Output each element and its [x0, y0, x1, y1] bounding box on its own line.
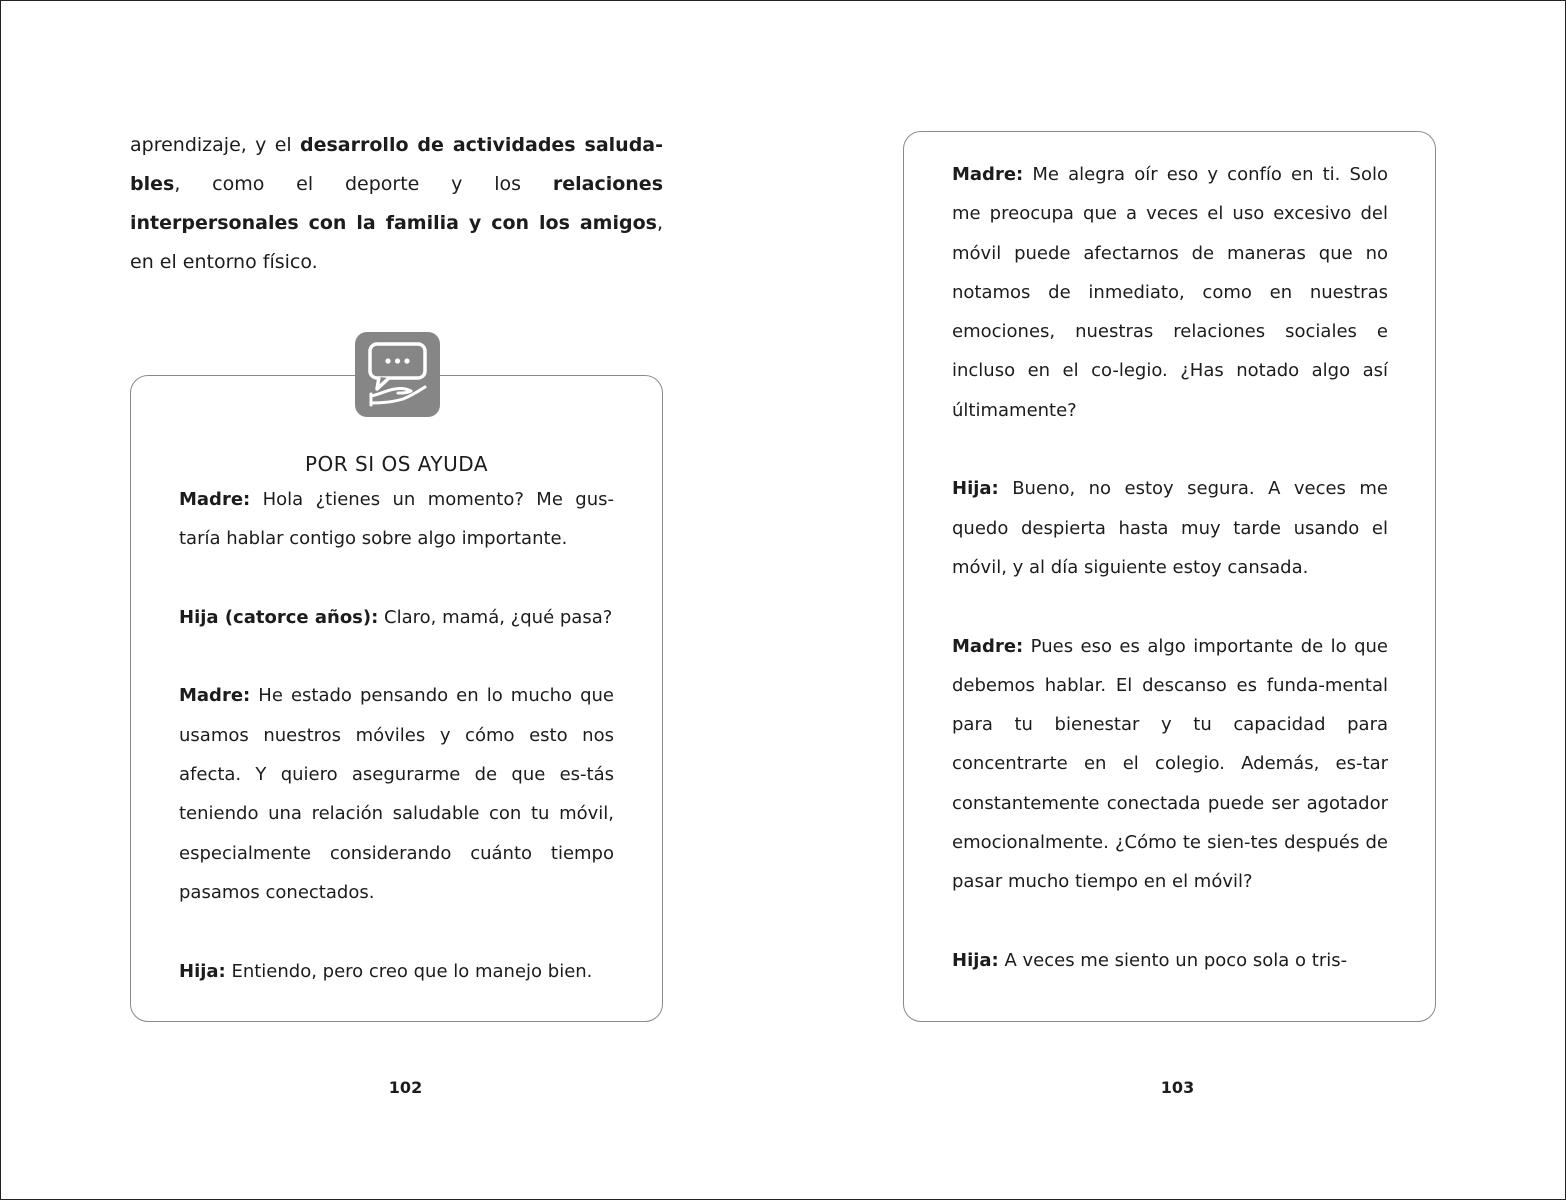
tip-box-title: POR SI OS AYUDA — [304, 452, 489, 476]
dialogue-line — [179, 952, 614, 991]
right-page — [783, 0, 1566, 1200]
speaker-label: Madre: — [952, 164, 1024, 185]
intro-paragraph — [130, 126, 663, 282]
speaker-label: Madre: — [179, 685, 251, 707]
dialogue-line — [952, 941, 1388, 980]
dialogue-text: Entiendo, pero creo que lo manejo bien. — [225, 960, 593, 982]
dialogue-line — [952, 469, 1388, 587]
dialogue-line — [179, 676, 614, 912]
dialogue-line — [952, 155, 1388, 430]
intro-text-2: , como el deporte y los — [174, 173, 553, 195]
dialogue-text: Bueno, no estoy segura. A veces me quedo despierta hasta muy tarde usando el móvil, y al día siguiente estoy cansada. — [952, 478, 1388, 578]
dialogue-box-continued — [903, 131, 1436, 1022]
speech-bubble-hand-icon — [355, 332, 440, 417]
intro-text-3: , en el entorno físico. — [130, 212, 663, 273]
page-number: 103 — [1160, 1078, 1195, 1097]
dialogue-text: Me alegra oír eso y confío en ti. Solo me preocupa que a veces el uso excesivo del móvil puede afectarnos de maneras que no notamos de inmediato, como en nuestras emociones, nuestras relaciones sociales e incluso en el co-legio. ¿Has notado algo así últimamente? — [952, 164, 1388, 421]
dialogue-text: A veces me siento un poco sola o tris- — [998, 949, 1348, 971]
dialogue-text: Claro, mamá, ¿qué pasa? — [378, 606, 613, 628]
speaker-label: Hija: — [952, 478, 999, 500]
tip-box — [130, 375, 663, 1022]
dialogue-text: Pues eso es algo importante de lo que debemos hablar. El descanso es funda-mental para tu bienestar y tu capacidad para concentrarte en el colegio. Además, es-tar constantemente conectada puede ser agotador emocionalmente. ¿Cómo te sien-tes después de pasar mucho tiempo en el móvil? — [952, 635, 1388, 893]
dialogue-text: Hola ¿tienes un momento? Me gus-taría hablar contigo sobre algo importante. — [179, 489, 614, 550]
intro-bold-1: desarrollo de actividades saluda-bles — [130, 134, 663, 195]
page-number: 102 — [388, 1078, 423, 1097]
dialogue-line — [179, 480, 614, 559]
dialogue-line — [952, 627, 1388, 902]
intro-text-1: aprendizaje, y el — [130, 134, 301, 156]
intro-bold-2: relaciones interpersonales con la familia y con los amigos — [130, 173, 663, 234]
speaker-label: Hija (catorce años): — [179, 606, 379, 628]
dialogue-line — [179, 598, 614, 637]
speaker-label: Hija: — [179, 960, 226, 982]
dialogue-text: He estado pensando en lo mucho que usamos nuestros móviles y cómo esto nos afecta. Y quiero asegurarme de que es-tás teniendo una relación saludable con tu móvil, especialmente considerando cuánto tiempo pasamos conectados. — [179, 685, 614, 903]
speaker-label: Hija: — [952, 949, 999, 971]
speaker-label: Madre: — [179, 489, 251, 510]
speaker-label: Madre: — [952, 635, 1024, 657]
